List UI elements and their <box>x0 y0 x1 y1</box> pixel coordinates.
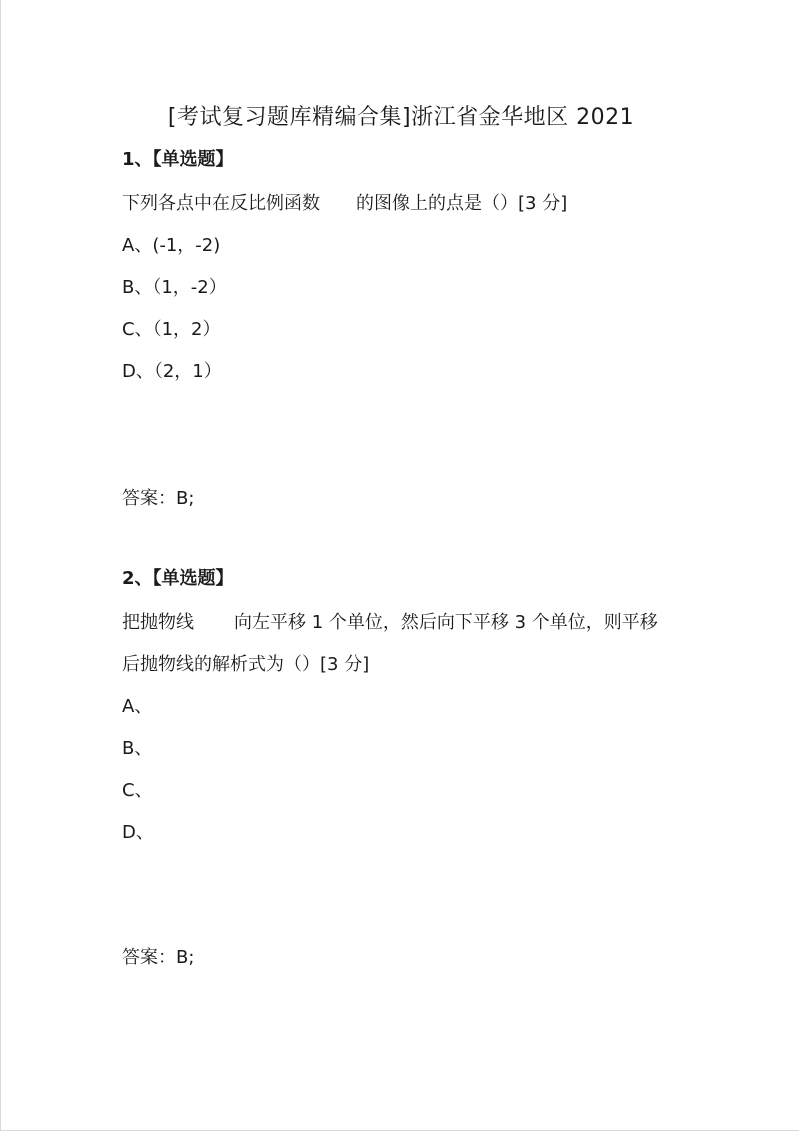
question-2-stem <box>122 611 658 635</box>
question-1-type: 【单选题】 <box>152 149 234 170</box>
question-2-option-b: B、 <box>122 738 153 759</box>
question-2-stem-line2: 后抛物线的解析式为（）[3 分] <box>122 654 370 675</box>
question-1-header <box>122 148 234 172</box>
question-1-stem <box>122 192 567 216</box>
question-2-header <box>122 567 234 591</box>
question-2-option-c: C、 <box>122 780 153 801</box>
question-1-stem-after: 的图像上的点是（）[3 分] <box>356 193 568 214</box>
question-2-answer: 答案：B; <box>122 947 195 968</box>
question-1-option-c: C、（1，2） <box>122 319 221 340</box>
question-1-answer: 答案：B; <box>122 488 195 509</box>
question-2-stem-after: 向左平移 1 个单位，然后向下平移 3 个单位，则平移 <box>234 612 658 633</box>
question-1-number: 1、 <box>122 149 153 170</box>
question-2-type: 【单选题】 <box>152 568 234 589</box>
question-2-option-a: A、 <box>122 696 153 717</box>
question-2-option-d: D、 <box>122 822 154 843</box>
question-1-option-b: B、（1，-2） <box>122 277 227 298</box>
question-1-stem-before: 下列各点中在反比例函数 <box>122 193 320 214</box>
question-2-stem-before: 把抛物线 <box>122 612 194 633</box>
question-1-option-a: A、(-1，-2) <box>122 235 221 256</box>
question-2-number: 2、 <box>122 568 153 589</box>
question-1-option-d: D、（2，1） <box>122 361 222 382</box>
document-title: [考试复习题库精编合集]浙江省金华地区 2021 <box>167 105 635 130</box>
